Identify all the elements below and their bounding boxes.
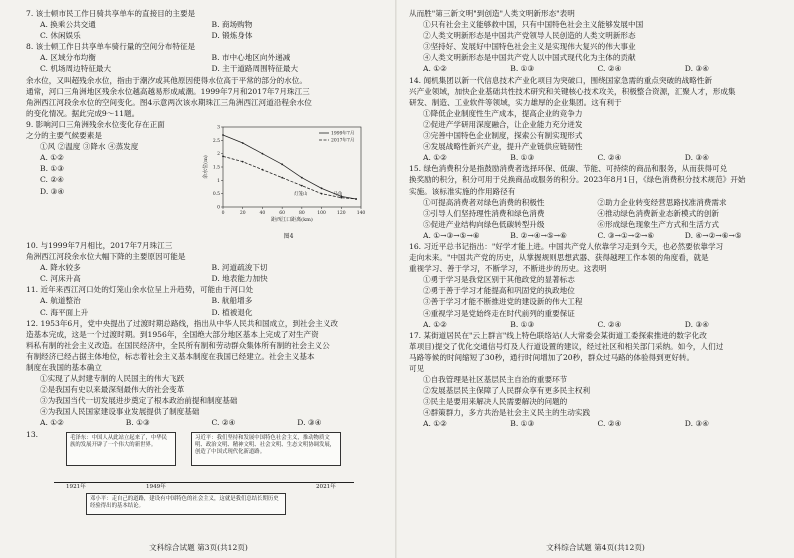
y-tick-label: 0 xyxy=(217,205,220,211)
x-axis-label: 距西江口距离(km) xyxy=(271,216,313,223)
timeline-quote-xi: 习近平：我们坚持和发展中国特色社会主义，推动物质文明、政治文明、精神文明、社会文明、生态文明协调发展，创造了中国式现代化新道路。 xyxy=(191,432,341,466)
q15-item: ⑥形成绿色现象生产方式和生活方式 xyxy=(597,219,719,229)
passage-line: 角洲西江河段余水位的空间变化。图4示意两次该水期珠江三角洲西江河道沿程余水位 xyxy=(26,97,312,107)
q14-item: ④发展战略性新兴产业，提升产业链供应链韧性 xyxy=(423,142,583,152)
annotation-label: 马角 xyxy=(333,191,343,197)
q10-options xyxy=(26,262,383,284)
q17-option-b: B. ①③ xyxy=(510,419,535,429)
q9-option-b: B. ①③ xyxy=(40,164,65,174)
q12-stem: 料私有制的社会主义改造。在国民经济中，全民所有制和劳动群众集体所有制的社会主义公 xyxy=(26,340,330,350)
y-tick-label: 2 xyxy=(217,152,220,158)
left-page-footer: 文科综合试题 第3页(共12页) xyxy=(149,543,248,552)
q14-option-a: A. ①② xyxy=(423,153,447,163)
q11-options xyxy=(26,295,383,317)
q17-item: ④群策群力，多方共治是社会主义民主的生动实践 xyxy=(423,408,591,418)
series-point xyxy=(321,187,323,189)
q11-option-a: A. 航道整治 xyxy=(40,296,81,306)
q17-option-d: D. ③④ xyxy=(684,419,710,429)
q8-option-c: C. 机场周边特征最大 xyxy=(40,64,112,74)
q11-stem: 11. 近年来西江河口处的灯笼山余水位呈上升趋势，可能由于河口处 xyxy=(26,285,254,295)
q13-option-b: B. ①③ xyxy=(510,64,535,74)
q7-options xyxy=(26,19,383,41)
q14-item: ②促进产学研用深度融合，让企业能力充分迸发 xyxy=(423,119,583,129)
x-tick-label: 100 xyxy=(317,210,326,216)
q17-options xyxy=(409,418,772,429)
q13-options xyxy=(409,63,772,74)
q9-option-d: D. ③④ xyxy=(40,186,65,196)
q15-option-d: D. ④→②→⑥→⑤ xyxy=(684,230,742,240)
q17-stem: 17. 某街道居民在"云上群言"线上特色联络站(人大常委会某街道工委探索推进的数字化改 xyxy=(409,330,707,340)
series-point xyxy=(281,163,283,165)
q15-item: ⑤促进产业结构向绿色低碳转型升级 xyxy=(423,219,545,229)
q15-stem: 换奖励的积分，积分可用于兑换商品或服务的积分。2023年8月1日，《绿色消费积分技术规范》开始 xyxy=(409,175,746,185)
q9-items: ①风 ②温度 ③降水 ④蒸发度 xyxy=(40,142,139,152)
q10-option-a: A. 降水较多 xyxy=(40,263,81,273)
right-page-footer: 文科综合试题 第4页(共12页) xyxy=(546,543,645,552)
series-point xyxy=(321,193,323,195)
q15-item: ④推动绿色消费新业态新模式的创新 xyxy=(597,208,719,218)
q13-option-a: A. ①② xyxy=(423,64,447,74)
timeline-year-1949: 1949年 xyxy=(146,483,166,490)
x-tick-label: 20 xyxy=(239,210,246,216)
q12-option-c: C. ②④ xyxy=(211,418,236,428)
series-point xyxy=(222,134,224,136)
timeline-quote-deng: 邓小平：走自己的道路，建设有中国特色的社会主义，这就是我们总结长期历史经验得出的基本结论。 xyxy=(86,493,286,515)
q8-options xyxy=(26,52,383,74)
series-point xyxy=(262,153,264,155)
q15-item: ②助力企业转变经营思路找准消费需求 xyxy=(597,197,727,207)
q12-stem: 制度在我国的基本确立 xyxy=(26,362,102,372)
q11-option-b: B. 航船增多 xyxy=(211,296,253,306)
q10-stem: 角洲西江河段余水位大幅下降的主要原因可能是 xyxy=(26,252,186,262)
q17-item: ②发展基层民主保障了人民群众享有更多民主权利 xyxy=(423,386,591,396)
q12-options xyxy=(26,417,383,428)
series-point xyxy=(301,185,303,187)
q15-option-a: A. ①→③→⑤→⑥ xyxy=(423,230,480,240)
timeline-quote-mao: 毛泽东：中国人从此站立起来了，中华民族的发展开辟了一个伟大的新世界。 xyxy=(66,432,176,466)
q15-item: ①可提高消费者对绿色消费的积极性 xyxy=(423,197,545,207)
q11-option-d: D. 植被退化 xyxy=(211,307,253,317)
q15-stem: 实施。该标准实施的作用路径有 xyxy=(409,186,516,196)
q14-option-d: D. ③④ xyxy=(684,153,710,163)
q9-stem: 9. 影响河口三角洲残余水位变化存在正面 xyxy=(26,119,165,129)
q17-stem: 革项目)提交了优化交通信号灯及人行道设置的建议，经过社区和相关部门采纳。如今，人们过 xyxy=(409,341,724,351)
q15-option-b: B. ②→④→⑤→⑥ xyxy=(510,230,567,240)
passage-line: 的变化情况。据此完成9～11题。 xyxy=(26,108,140,118)
q17-option-a: A. ①② xyxy=(423,419,447,429)
q9-with-chart xyxy=(26,119,383,240)
q16-item: ②勇于善于学习才能提高和巩固党的执政地位 xyxy=(423,286,575,296)
timeline-year-1921: 1921年 xyxy=(66,483,86,490)
timeline-year-2021: 2021年 xyxy=(316,483,336,490)
q16-option-b: B. ①③ xyxy=(510,319,535,329)
series-point xyxy=(242,161,244,163)
q14-stem: 14. 闻机集团以新一代信息技术产业化项目为突破口，围绕国家急需的重点突破的战略性新 xyxy=(409,75,713,85)
q8-stem: 8. 该士顿工作日共享单车骑行量的空间分布特征是 xyxy=(26,42,196,52)
q8-option-d: D. 主干道路周围特征最大 xyxy=(211,64,299,74)
q16-stem: 走向未来。"中国共产党的历史，从掌握规则思想武器、获得越理工作本领的角度看，就是 xyxy=(409,253,709,263)
series-point xyxy=(340,197,342,199)
q16-option-a: A. ①② xyxy=(423,319,447,329)
series-point xyxy=(262,169,264,171)
q13-number: 13. xyxy=(26,429,39,439)
q17-stem: 马路等候的时间缩短了30秒，通行时间增加了20秒，群众过马路的体验得到更好转。 xyxy=(409,352,695,362)
x-tick-label: 80 xyxy=(298,210,305,216)
x-tick-label: 40 xyxy=(259,210,266,216)
y-tick-label: 2.5 xyxy=(212,138,220,144)
q17-stem: 可见 xyxy=(409,364,425,373)
y-tick-label: 3 xyxy=(217,125,220,131)
passage-line: 余水位，又叫超残余水位，指由于潮汐或其他原因使得水位高于平常的部分的水位。 xyxy=(26,75,307,85)
x-tick-label: 140 xyxy=(356,210,366,216)
q14-option-b: B. ①③ xyxy=(510,153,535,163)
q13-continuation: 从而胜"第三新文明"到创造"人类文明新形态"表明 xyxy=(409,9,575,18)
q13-item: ③坚持好、发展好中国特色社会主义是实现伟大复兴的伟大事业 xyxy=(423,42,636,52)
right-page xyxy=(397,0,794,558)
q16-item: ①勇于学习是我党区别于其他政党的显著标志 xyxy=(423,275,575,285)
q12-stem: 12. 1953年6月，党中央提出了过渡时期总路线，指出从中华人民共和国成立，到社会主义改 xyxy=(26,318,339,328)
q13-option-c: C. ②④ xyxy=(597,64,622,74)
q7-option-c: C. 休闲娱乐 xyxy=(40,31,81,41)
q16-stem: 重视学习、善于学习，不断学习，不断进步的历史。这表明 xyxy=(409,264,607,274)
q8-option-b: B. 市中心地区向外递减 xyxy=(211,53,291,63)
q10-option-c: C. 河床升高 xyxy=(40,274,81,284)
legend-label: 1999年7月 xyxy=(331,131,355,137)
passage-line: 通常，河口三角洲地区残余水位越高越易形成咸潮。1999年7月和2017年7月珠江三 xyxy=(26,86,310,96)
q10-option-b: B. 河道疏浚下切 xyxy=(211,263,268,273)
q15-option-c: C. ③→①→②→⑥ xyxy=(597,230,655,240)
q16-item: ④重视学习是党始终走在时代前列的重要保证 xyxy=(423,308,575,318)
q14-item: ①降低企业制度性生产成本，提高企业的竞争力 xyxy=(423,108,583,118)
q15-stem: 15. 绿色消费积分是指鼓励消费者选择环保、低碳、节能、可持续的商品和服务，从而获得可兑 xyxy=(409,164,728,174)
q7-option-b: B. 商场购物 xyxy=(211,20,253,30)
q12-option-a: A. ①② xyxy=(40,418,64,428)
figure-caption: 图4 xyxy=(283,232,294,240)
q14-option-c: C. ②④ xyxy=(597,153,622,163)
x-tick-label: 0 xyxy=(221,210,225,216)
q9-option-a: A. ①② xyxy=(40,153,64,163)
q9-stem: 之分的主要气候要素是 xyxy=(26,131,102,141)
q17-option-c: C. ②④ xyxy=(597,419,622,429)
q16-option-d: D. ③④ xyxy=(684,319,710,329)
series-point xyxy=(301,177,303,179)
q16-option-c: C. ②④ xyxy=(597,319,622,329)
series-point xyxy=(242,142,244,144)
q9-option-c: C. ②④ xyxy=(40,175,64,185)
q13-item: ①只有社会主义能够救中国，只有中国特色社会主义能够发展中国 xyxy=(423,20,644,30)
series-point xyxy=(281,177,283,179)
q9-block xyxy=(26,119,201,240)
q15-item: ③引导人们坚持理性消费和绿色消费 xyxy=(423,208,545,218)
x-tick-label: 120 xyxy=(336,210,346,216)
q11-option-c: C. 海平面上升 xyxy=(40,307,89,317)
q14-stem: 研发、制造、工业软件等领域，实力雄厚的企业集团。这有利于 xyxy=(409,97,622,107)
q13-option-d: D. ③④ xyxy=(684,64,710,74)
series-line xyxy=(223,135,356,199)
q13-item: ②人类文明新形态是中国共产党领导人民创造的人类文明新形态 xyxy=(423,31,636,41)
q12-option-b: B. ①③ xyxy=(125,418,150,428)
q17-item: ③民主是要用来解决人民需要解决的问题的 xyxy=(423,397,568,407)
q10-stem: 10. 与1999年7月相比，2017年7月珠江三 xyxy=(26,240,173,250)
figure-4 xyxy=(201,119,376,240)
q12-stem: 造基本完成，这是一个过渡时期。到1956年，全国绝大部分地区基本上完成了对生产资 xyxy=(26,329,319,339)
x-tick-label: 60 xyxy=(279,210,286,216)
q12-item: ①实现了从封建专制的人民国主的伟大飞跃 xyxy=(40,374,185,384)
q17-item: ①自我管理是社区基层民主自治的重要环节 xyxy=(423,375,568,385)
legend-label: 2017年7月 xyxy=(331,138,355,144)
y-tick-label: 1.5 xyxy=(212,165,220,171)
q10-option-d: D. 地表能力加快 xyxy=(211,274,268,284)
q15-options xyxy=(409,230,772,241)
q16-stem: 16. 习近平总书记指出："好学才能上进。中国共产党人依靠学习走到今天，也必然要依靠学习 xyxy=(409,241,724,251)
series-point xyxy=(355,198,357,200)
annotation-label: 灯笼山 xyxy=(293,191,308,197)
y-tick-label: 0.5 xyxy=(212,192,220,198)
q12-option-d: D. ③④ xyxy=(297,418,322,428)
q14-item: ③完善中国特色企业制度，探索公有制实现形式 xyxy=(423,131,583,141)
q16-options xyxy=(409,319,772,330)
q7-stem: 7. 该士顿市民工作日骑共享单车的直接目的主要是 xyxy=(26,9,196,18)
q7-option-d: D. 锻炼身体 xyxy=(211,31,253,41)
q12-item: ②是我国有史以来最深刻最伟大的社会变革 xyxy=(40,385,185,395)
q16-item: ③善于学习才能不断推进党的建设新的伟大工程 xyxy=(423,297,583,307)
q8-option-a: A. 区域分布均衡 xyxy=(40,53,96,63)
series-point xyxy=(222,155,224,157)
q12-item: ③为我国当代一切发展进步奠定了根本政治前提和制度基础 xyxy=(40,396,238,406)
residual-water-level-chart xyxy=(201,119,376,227)
q12-stem: 有制经济已经占据主体地位，标志着社会主义基本制度在我国已经建立。社会主义基本 xyxy=(26,351,315,361)
q15-items xyxy=(409,197,772,230)
timeline-axis xyxy=(54,482,354,483)
q7-option-a: A. 换乘公共交通 xyxy=(40,20,96,30)
q14-stem: 兴产业领域，加快企业基础共性技术研究和关键核心技术攻关，积极整合资源，汇聚人才，形成集 xyxy=(409,86,736,96)
q13-item: ④人类文明新形态是中国共产党人以中国式现代化为主体的贡献 xyxy=(423,53,636,63)
y-axis-label: 余水位(m) xyxy=(203,155,209,179)
q14-options xyxy=(409,152,772,163)
y-tick-label: 1 xyxy=(217,178,220,184)
q12-item: ④为我国人民国家建设事业发展提供了制度基础 xyxy=(40,407,200,417)
